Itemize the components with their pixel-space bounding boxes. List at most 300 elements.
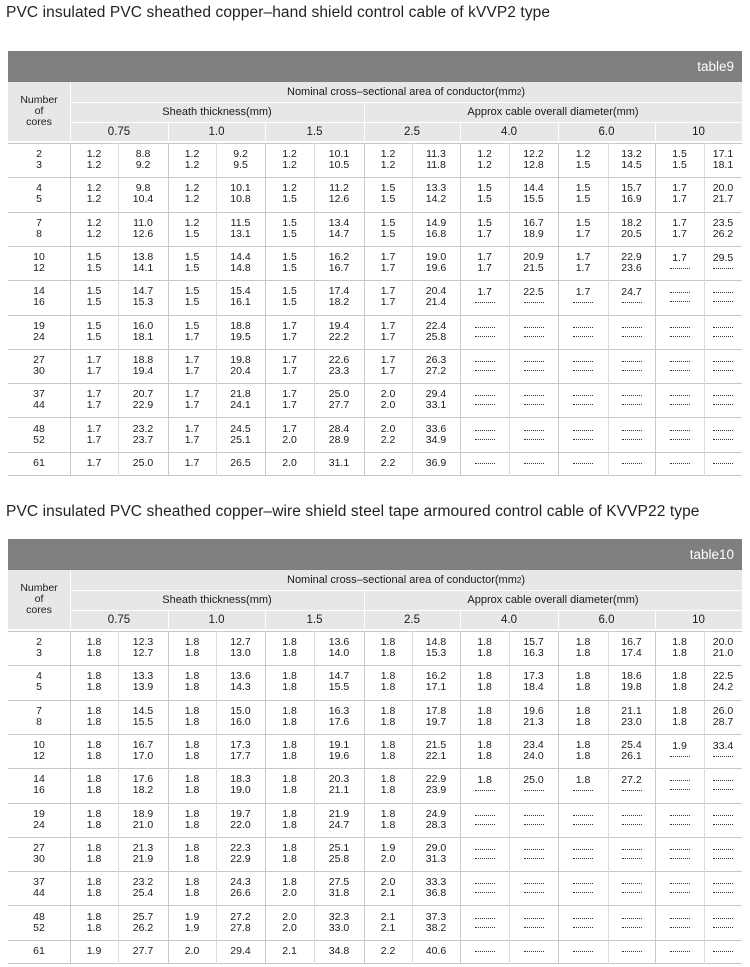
table9-grid [8,82,742,476]
cell-value: 21.8 [230,388,251,401]
table-cell [118,940,168,964]
cell-value: 16.7 [132,739,154,752]
cell-value: 27 [33,841,45,854]
table-cell [704,452,742,476]
table-cell [460,143,509,177]
size-header-1.0: 1.0 [168,610,265,629]
dash-placeholder [670,463,690,464]
cell-value: 1.7 [477,262,492,275]
cell-value: 31.1 [328,457,350,470]
dash-placeholder [573,404,593,405]
cell-value: 12.2 [523,148,544,161]
cores-value [8,349,70,383]
dash-placeholder [670,439,690,440]
table-cell [118,700,168,734]
dash-placeholder [475,883,495,884]
cell-value: 1.8 [86,784,102,797]
cell-value: 13.1 [230,227,251,240]
table-cell [558,837,608,871]
cell-value: 24.5 [230,422,251,435]
cell-value: 17.4 [328,285,350,298]
dash-placeholder [475,815,495,816]
cell-value: 10.8 [230,193,251,206]
cores-header-word: of [34,593,44,605]
cell-value: 10 [33,251,45,264]
cell-value: 1.2 [380,148,396,161]
table-cell [314,246,364,280]
cell-value: 22.0 [230,818,251,831]
cell-value: 2.0 [282,457,297,470]
cell-value: 25.7 [132,910,154,923]
cell-value: 1.7 [380,319,396,332]
dash-placeholder [475,370,495,371]
table-cell [168,700,216,734]
cell-value: 18.9 [523,227,544,240]
cell-value: 23.2 [132,422,154,435]
cell-value: 26.0 [712,704,734,717]
dash-placeholder [622,849,642,850]
cell-value: 17.7 [230,750,251,763]
table-cell [608,940,655,964]
cell-value: 34.8 [328,945,350,958]
cell-value: 1.5 [672,148,687,161]
cell-value: 19.0 [230,784,251,797]
table-cell [558,349,608,383]
cell-value: 1.5 [282,251,297,264]
cell-value: 48 [33,422,45,435]
dash-placeholder [622,883,642,884]
table-cell [314,837,364,871]
table-cell [168,734,216,768]
cell-value: 40.6 [425,945,447,958]
cell-value: 1.5 [575,159,591,172]
cell-value: 1.7 [86,364,102,377]
cell-value: 20.4 [230,364,251,377]
dash-placeholder [713,370,733,371]
cell-value: 19 [33,319,45,332]
dash-placeholder [713,756,733,757]
cell-value: 1.8 [86,887,102,900]
cores-header-word: Number [20,582,58,594]
table-cell [558,315,608,349]
table-cell [314,734,364,768]
cell-value: 1.8 [282,739,297,752]
cell-value: 23.0 [621,715,642,728]
cell-value: 4 [36,182,42,195]
size-header-1.0: 1.0 [168,122,265,141]
size-header-2.5: 2.5 [364,610,460,629]
table-cell [70,700,118,734]
cell-value: 1.5 [86,251,102,264]
nominal-area-end: ) [521,574,525,586]
table-cell [412,631,460,665]
dash-placeholder [713,439,733,440]
cell-value: 23.2 [132,876,154,889]
cell-value: 14.5 [621,159,642,172]
cell-value: 11.2 [329,182,349,195]
cell-value: 23.9 [425,784,447,797]
table-cell [558,871,608,905]
cell-value: 19.7 [230,807,251,820]
table-cell [704,905,742,939]
cell-value: 26.2 [712,227,734,240]
dash-placeholder [573,430,593,431]
cell-value: 1.8 [380,647,396,660]
table-cell [168,349,216,383]
table-cell [460,700,509,734]
nominal-area-header [70,82,742,102]
table-cell [608,700,655,734]
table-cell [70,905,118,939]
cell-value: 1.8 [184,887,200,900]
cell-value: 1.5 [282,262,297,275]
cell-value: 1.5 [184,285,200,298]
cell-value: 15.5 [328,681,350,694]
cell-value: 1.8 [86,647,102,660]
cell-value: 19.7 [425,715,447,728]
cell-value: 14.7 [328,227,350,240]
cell-value: 1.2 [86,193,102,206]
cell-value: 19.5 [230,330,251,343]
cell-value: 22.2 [328,330,350,343]
table-cell [608,631,655,665]
cell-value: 1.8 [575,750,591,763]
table-cell [558,940,608,964]
table-cell [655,631,704,665]
cores-header-word: cores [26,116,52,128]
cell-value: 1.8 [672,715,687,728]
table-cell [704,665,742,699]
cell-value: 1.7 [380,251,396,264]
cell-value: 15.7 [523,636,544,649]
cell-value: 1.5 [184,319,200,332]
cell-value: 9.8 [135,182,151,195]
table-cell [704,177,742,211]
dash-placeholder [713,327,733,328]
cell-value: 21.0 [712,647,734,660]
table-cell [265,280,314,314]
table-cell [118,631,168,665]
cell-value: 12.7 [132,647,154,660]
cell-value: 32.3 [328,910,350,923]
table-cell [70,871,118,905]
table-cell [364,417,412,451]
dash-placeholder [713,268,733,269]
table-cell [314,803,364,837]
table-cell [412,280,460,314]
table-cell [364,734,412,768]
cores-value [8,905,70,939]
table-cell [216,734,265,768]
cell-value: 22.9 [230,852,251,865]
cores-header [8,570,70,629]
table-cell [364,212,412,246]
dash-placeholder [475,790,495,791]
table-cell [364,452,412,476]
table-cell [509,768,558,802]
dash-placeholder [573,815,593,816]
cell-value: 26.1 [621,750,642,763]
cell-value: 16.7 [621,636,642,649]
dash-placeholder [573,790,593,791]
dash-placeholder [670,370,690,371]
table-cell [509,700,558,734]
cell-value: 1.7 [184,330,200,343]
cell-value: 2.0 [380,422,396,435]
cell-value: 3 [36,647,42,660]
cell-value: 28.4 [328,422,350,435]
table-cell [70,837,118,871]
cell-value: 12.3 [132,636,154,649]
dash-placeholder [622,927,642,928]
dash-placeholder [713,404,733,405]
cell-value: 21.9 [328,807,350,820]
cell-value: 2.1 [380,910,396,923]
table-cell [364,143,412,177]
dash-placeholder [573,361,593,362]
table-cell [364,383,412,417]
dash-placeholder [670,756,690,757]
table-cell [168,837,216,871]
dash-placeholder [475,892,495,893]
dash-placeholder [524,404,544,405]
table-cell [460,452,509,476]
table-cell [460,837,509,871]
cores-value [8,280,70,314]
cell-value: 27.8 [230,921,251,934]
table-cell [558,383,608,417]
cell-value: 1.9 [184,921,200,934]
dash-placeholder [524,439,544,440]
table-cell [70,246,118,280]
cell-value: 10.1 [328,148,350,161]
table-cell [460,417,509,451]
table-cell [168,768,216,802]
cell-value: 25.8 [425,330,447,343]
cell-value: 1.7 [282,364,297,377]
dash-placeholder [573,858,593,859]
cell-value: 1.5 [184,262,200,275]
table-cell [704,246,742,280]
dash-placeholder [524,361,544,362]
dash-placeholder [713,292,733,293]
table-cell [558,143,608,177]
cell-value: 21.1 [621,704,642,717]
cell-value: 14.1 [132,262,154,275]
cell-value: 1.8 [282,807,297,820]
dash-placeholder [475,430,495,431]
table-cell [509,631,558,665]
cell-value: 23.3 [328,364,350,377]
cell-value: 1.8 [282,681,297,694]
table-cell [314,700,364,734]
dash-placeholder [713,858,733,859]
cell-value: 1.8 [380,784,396,797]
table-cell [460,315,509,349]
table10-grid [8,570,742,964]
cell-value: 1.5 [86,296,102,309]
cell-value: 2 [36,636,42,649]
dash-placeholder [622,824,642,825]
dash-placeholder [475,439,495,440]
cell-value: 1.8 [672,704,687,717]
table-cell [558,212,608,246]
cell-value: 16.1 [230,296,251,309]
table-cell [704,383,742,417]
cell-value: 1.9 [184,910,200,923]
table-cell [412,837,460,871]
table-cell [265,837,314,871]
table-cell [265,143,314,177]
cell-value: 13.3 [132,670,154,683]
cell-value: 16.3 [523,647,544,660]
dash-placeholder [573,918,593,919]
cell-value: 27.7 [132,945,154,958]
cell-value: 1.8 [477,739,492,752]
cell-value: 1.5 [86,285,102,298]
cores-value [8,700,70,734]
table-cell [265,177,314,211]
table-cell [412,417,460,451]
cell-value: 14.8 [425,636,447,649]
table-cell [70,940,118,964]
size-header-10: 10 [655,122,742,141]
table-cell [558,452,608,476]
dash-placeholder [524,918,544,919]
cell-value: 1.8 [575,739,591,752]
cell-value: 2.0 [282,921,297,934]
table-cell [314,452,364,476]
cell-value: 24.7 [621,286,642,299]
table-cell [655,452,704,476]
cell-value: 19.4 [132,364,154,377]
table-cell [655,940,704,964]
table-cell [70,383,118,417]
table-cell [608,417,655,451]
dash-placeholder [713,336,733,337]
table-cell [216,768,265,802]
sheath-thickness-header: Sheath thickness(mm) [70,590,364,610]
table-cell [558,905,608,939]
table-cell [364,700,412,734]
cell-value: 1.7 [282,319,297,332]
cell-value: 25.0 [523,774,544,787]
cell-value: 33.4 [712,740,734,753]
table-cell [704,280,742,314]
cell-value: 19.6 [523,704,544,717]
cell-value: 18.1 [712,159,734,172]
dash-placeholder [670,858,690,859]
table-cell [460,871,509,905]
dash-placeholder [670,927,690,928]
cell-value: 27.2 [621,774,642,787]
table-cell [364,349,412,383]
cell-value: 1.8 [477,681,492,694]
cell-value: 16 [33,784,45,797]
dash-placeholder [670,430,690,431]
cell-value: 19.8 [621,681,642,694]
cell-value: 1.8 [575,647,591,660]
cell-value: 1.5 [282,227,297,240]
cores-value [8,212,70,246]
cell-value: 1.5 [477,182,492,195]
table-cell [216,452,265,476]
cell-value: 16 [33,296,45,309]
cell-value: 17.0 [132,750,154,763]
cell-value: 14.5 [132,704,154,717]
dash-placeholder [670,361,690,362]
size-header-10: 10 [655,610,742,629]
cell-value: 2.0 [380,876,396,889]
cell-value: 1.8 [575,636,591,649]
cell-value: 20.3 [328,773,350,786]
table-cell [118,383,168,417]
cell-value: 1.8 [184,784,200,797]
size-header-0.75: 0.75 [70,610,168,629]
table-cell [70,452,118,476]
table-cell [216,871,265,905]
cell-value: 1.7 [184,353,200,366]
cell-value: 29.4 [230,945,251,958]
cell-value: 2.0 [282,433,297,446]
cell-value: 1.8 [282,670,297,683]
cell-value: 7 [36,216,42,229]
cell-value: 1.8 [380,704,396,717]
cell-value: 17.6 [132,773,154,786]
table-cell [168,905,216,939]
table-cell [509,280,558,314]
table-cell [265,315,314,349]
cores-header [8,82,70,141]
table-cell [655,768,704,802]
table-cell [168,452,216,476]
dash-placeholder [524,327,544,328]
table-cell [168,315,216,349]
cell-value: 19.6 [425,262,447,275]
table-cell [655,734,704,768]
dash-placeholder [670,918,690,919]
table-cell [704,349,742,383]
table-cell [70,631,118,665]
dash-placeholder [475,404,495,405]
table-cell [558,631,608,665]
cell-value: 1.8 [86,636,102,649]
table-cell [70,315,118,349]
cell-value: 11.8 [426,159,446,172]
table-cell [118,734,168,768]
dash-placeholder [573,892,593,893]
table-cell [608,665,655,699]
table-cell [608,837,655,871]
table-cell [216,383,265,417]
cores-value [8,665,70,699]
table-cell [509,143,558,177]
table-cell [314,417,364,451]
table-cell [509,177,558,211]
cell-value: 23.4 [523,739,544,752]
cell-value: 22.5 [523,286,544,299]
cell-value: 1.5 [184,296,200,309]
table-cell [265,631,314,665]
table-cell [314,665,364,699]
cell-value: 24.0 [523,750,544,763]
cell-value: 1.8 [282,818,297,831]
cell-value: 29.4 [425,388,447,401]
dash-placeholder [670,395,690,396]
table-cell [314,280,364,314]
dash-placeholder [573,463,593,464]
cell-value: 2.2 [380,457,396,470]
